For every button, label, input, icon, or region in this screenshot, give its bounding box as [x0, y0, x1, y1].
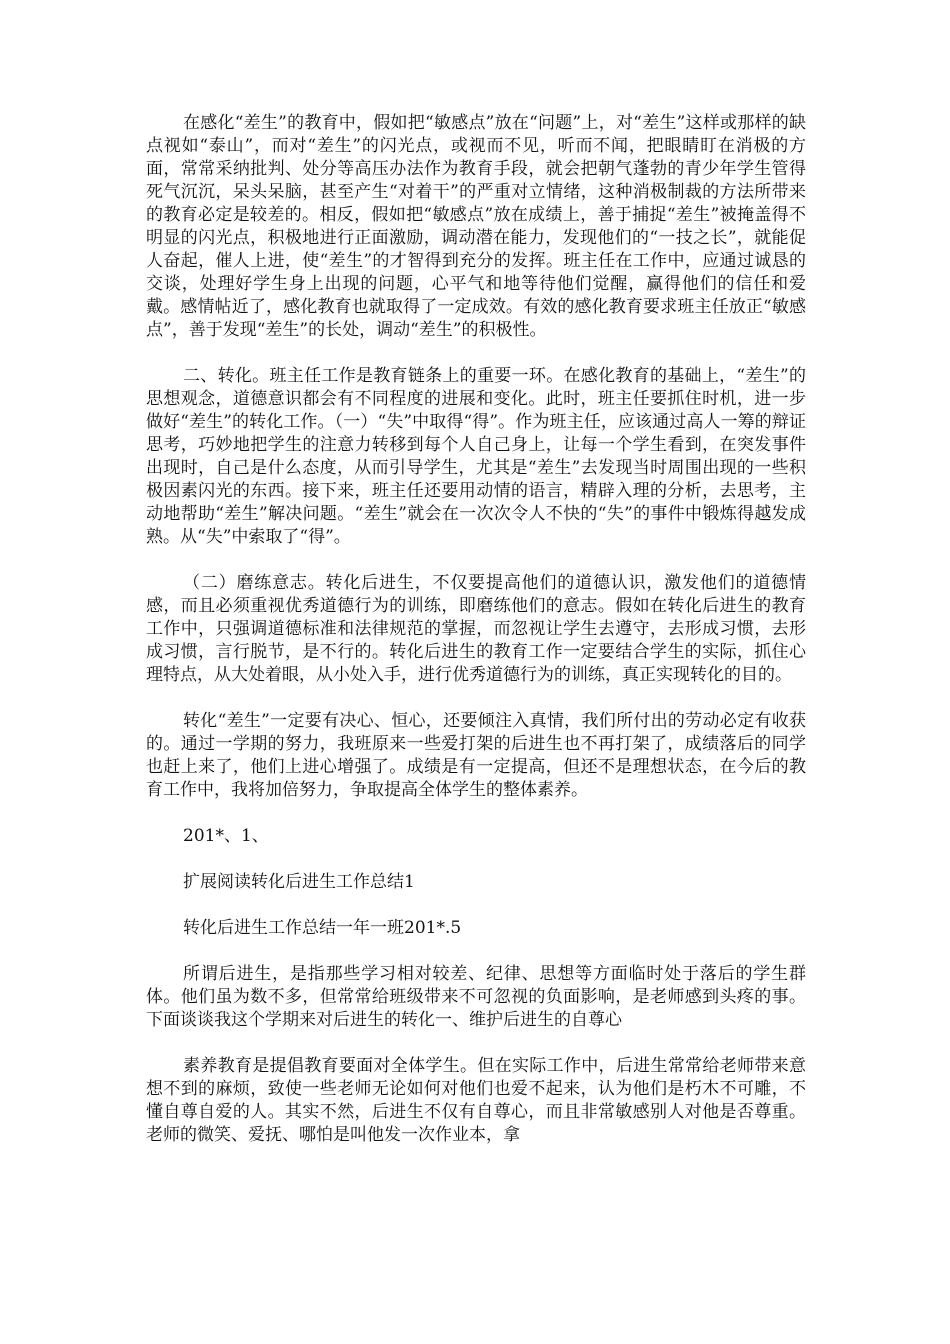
paragraph-1: 在感化“差生”的教育中，假如把“敏感点”放在“问题”上，对“差生”这样或那样的缺点视如“泰山”，而对“差生”的闪光点，或视而不见，听而不闻，把眼睛盯在消极的方面，常常采纳批判、处分等高压办法作为教育手段，就会把朝气蓬勃的青少年学生管得死气沉沉，呆头呆脑，甚至产生“对着干”的严重对立情绪，这种消极制裁的方法所带来的教育必定是较差的。相反，假如把“敏感点”放在成绩上，善于捕捉“差生”被掩盖得不明显的闪光点，积极地进行正面激励，调动潜在能力，发现他们的“一技之长”，就能促人奋起，催人上进，使“差生”的才智得到充分的发挥。班主任在工作中，应通过诚恳的交谈，处理好学生身上出现的问题，心平气和地等待他们觉醒，赢得他们的信任和爱戴。感情帖近了，感化教育也就取得了一定成效。有效的感化教育要求班主任放正“敏感点”，善于发现“差生”的长处，调动“差生”的积极性。	[146, 113, 806, 340]
extended-reading-title: 扩展阅读转化后进生工作总结1	[183, 872, 415, 892]
paragraph-3: （二）磨练意志。转化后进生，不仅要提高他们的道德认识，激发他们的道德情感，而且必须重视优秀道德行为的训练，即磨练他们的意志。假如在转化后进生的教育工作中，只强调道德标准和法律规范的掌握，而忽视让学生去遵守，去形成习惯，去形成习惯，言行脱节，是不行的。转化后进生的教育工作一定要结合学生的实际，抓住心理特点，从大处着眼，从小处入手，进行优秀道德行为的训练，真正实现转化的目的。	[146, 573, 806, 685]
document-body	[146, 112, 806, 1170]
date-line: 201*、1、	[183, 826, 269, 846]
paragraph-2: 二、转化。班主任工作是教育链条上的重要一环。在感化教育的基础上，“差生”的思想观念，道德意识都会有不同程度的进展和变化。此时，班主任要抓住时机，进一步做好“差生”的转化工作。（一）“失”中取得“得”。作为班主任，应该通过高人一筹的辩证思考，巧妙地把学生的注意力转移到每个人自己身上，让每一个学生看到，在突发事件出现时，自己是什么态度，从而引导学生，尤其是“差生”去发现当时周围出现的一些积极因素闪光的东西。接下来，班主任还要用动情的语言，精辟入理的分析，去思考，主动地帮助“差生”解决问题。“差生”就会在一次次令人不快的“失”的事件中锻炼得越发成熟。从“失”中索取了“得”。	[146, 366, 806, 547]
paragraph-5: 所谓后进生，是指那些学习相对较差、纪律、思想等方面临时处于落后的学生群体。他们虽为数不多，但常常给班级带来不可忽视的负面影响，是老师感到头疼的事。下面谈谈我这个学期来对后进生的转化一、维护后进生的自尊心	[146, 964, 806, 1030]
paragraph-6: 素养教育是提倡教育要面对全体学生。但在实际工作中，后进生常常给老师带来意想不到的麻烦，致使一些老师无论如何对他们也爱不起来，认为他们是朽木不可雕，不懂自尊自爱的人。其实不然，后进生不仅有自尊心，而且非常敏感别人对他是否尊重。老师的微笑、爱抚、哪怕是叫他发一次作业本，拿	[146, 1056, 806, 1145]
summary-title: 转化后进生工作总结一年一班201*.5	[183, 918, 462, 938]
paragraph-4: 转化“差生”一定要有决心、恒心，还要倾注入真情，我们所付出的劳动必定有收获的。通过一学期的努力，我班原来一些爱打架的后进生也不再打架了，成绩落后的同学也赶上来了，他们上进心增强了。成绩是有一定提高，但还不是理想状态，在今后的教育工作中，我将加倍努力，争取提高全体学生的整体素养。	[146, 711, 806, 800]
